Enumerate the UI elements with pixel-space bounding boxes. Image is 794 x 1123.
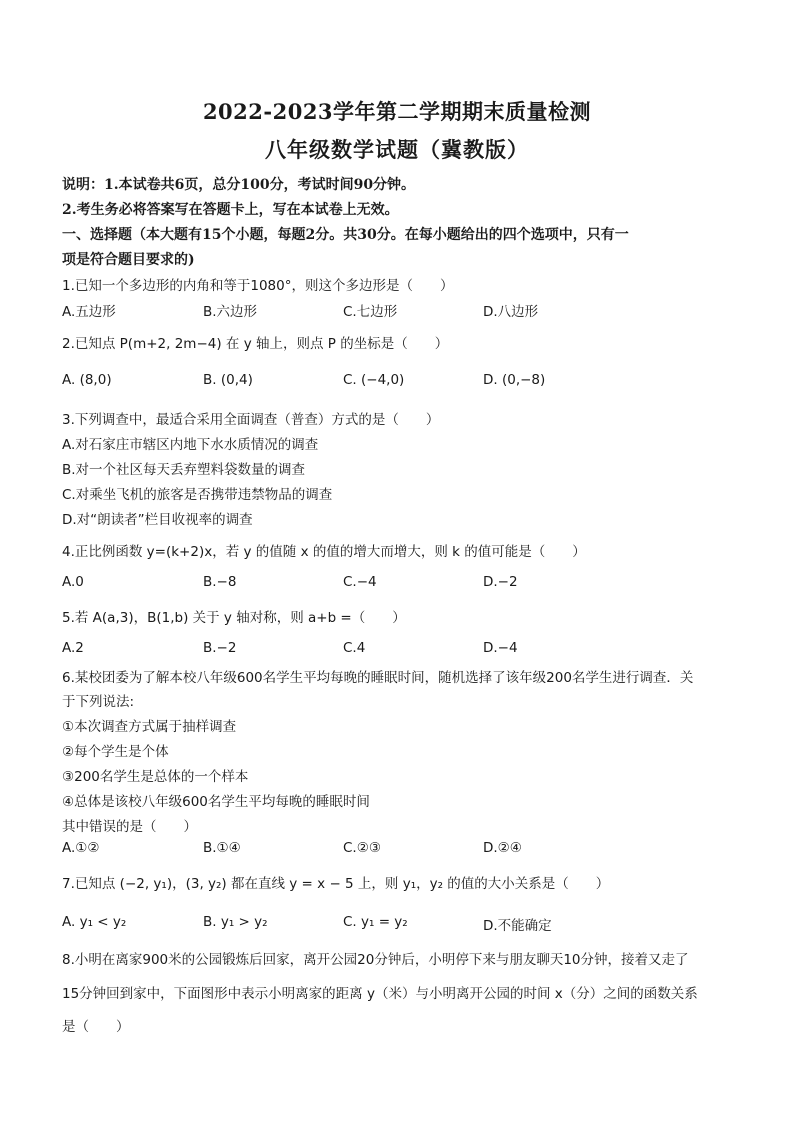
question-8-stem-line-2: 15分钟回到家中，下面图形中表示小明离家的距离 y（米）与小明离开公园的时间 x（分）之间的函数关系 — [62, 986, 698, 1002]
question-6-statement-4: ④总体是该校八年级600名学生平均每晚的睡眠时间 — [62, 794, 370, 810]
question-3-choice-d: D.对“朗读者”栏目收视率的调查 — [62, 512, 253, 528]
question-8-stem-line-1: 8.小明在离家900米的公园锻炼后回家，离开公园20分钟后，小明停下来与朋友聊天10分钟，接着又走了 — [62, 952, 689, 968]
question-6-ask: 其中错误的是（ ） — [62, 819, 197, 835]
question-2-stem: 2.已知点 P(m+2, 2m−4) 在 y 轴上，则点 P 的坐标是（ ） — [62, 336, 449, 352]
option-c: C.七边形 — [343, 304, 398, 320]
option-d: D.−4 — [483, 640, 518, 656]
question-7-stem: 7.已知点 (−2, y₁)，(3, y₂) 都在直线 y = x − 5 上，则 y₁，y₂ 的值的大小关系是（ ） — [62, 876, 610, 892]
option-c: C. y₁ = y₂ — [343, 914, 408, 930]
question-3-choice-a: A.对石家庄市辖区内地下水水质情况的调查 — [62, 437, 319, 453]
option-d: D. (0,−8) — [483, 372, 546, 388]
question-6-stem-line-2: 于下列说法: — [62, 694, 135, 710]
question-3-choice-c: C.对乘坐飞机的旅客是否携带违禁物品的调查 — [62, 487, 333, 503]
option-d: D.八边形 — [483, 304, 539, 320]
option-c: C.4 — [343, 640, 366, 656]
option-a: A.五边形 — [62, 304, 116, 320]
question-6-stem-line-1: 6.某校团委为了解本校八年级600名学生平均每晚的睡眠时间，随机选择了该年级200名学生进行调查．关 — [62, 670, 694, 686]
section-heading-line-2: 项是符合题目要求的) — [62, 252, 195, 268]
question-6-statement-2: ②每个学生是个体 — [62, 744, 169, 760]
option-b: B.−2 — [203, 640, 237, 656]
option-b: B.六边形 — [203, 304, 258, 320]
question-5-stem: 5.若 A(a,3)，B(1,b) 关于 y 轴对称，则 a+b =（ ） — [62, 610, 406, 626]
option-b: B. y₁ > y₂ — [203, 914, 268, 930]
option-a: A.0 — [62, 574, 84, 590]
question-6-statement-3: ③200名学生是总体的一个样本 — [62, 769, 249, 785]
option-d: D.−2 — [483, 574, 518, 590]
option-b: B. (0,4) — [203, 372, 253, 388]
option-d: D.②④ — [483, 840, 522, 856]
page-title: 2022-2023学年第二学期期末质量检测 — [202, 99, 592, 124]
option-c: C.−4 — [343, 574, 377, 590]
option-b: B.−8 — [203, 574, 237, 590]
instruction-line-1: 说明：1.本试卷共6页，总分100分，考试时间90分钟。 — [62, 177, 416, 193]
question-4-stem: 4.正比例函数 y=(k+2)x，若 y 的值随 x 的值的增大而增大，则 k 的值可能是（ ） — [62, 544, 586, 560]
option-a: A. y₁ < y₂ — [62, 914, 127, 930]
question-3-stem: 3.下列调查中，最适合采用全面调查（普查）方式的是（ ） — [62, 412, 440, 428]
option-d: D.不能确定 — [483, 918, 552, 934]
option-a: A.①② — [62, 840, 100, 856]
option-a: A. (8,0) — [62, 372, 112, 388]
option-a: A.2 — [62, 640, 84, 656]
option-c: C.②③ — [343, 840, 381, 856]
question-1-stem: 1.已知一个多边形的内角和等于1080°，则这个多边形是（ ） — [62, 278, 454, 294]
question-3-choice-b: B.对一个社区每天丢弃塑料袋数量的调查 — [62, 462, 306, 478]
question-8-stem-line-3: 是（ ） — [62, 1019, 130, 1035]
page-subtitle: 八年级数学试题（冀教版） — [265, 137, 529, 162]
instruction-line-2: 2.考生务必将答案写在答题卡上，写在本试卷上无效。 — [62, 202, 399, 218]
option-b: B.①④ — [203, 840, 241, 856]
option-c: C. (−4,0) — [343, 372, 405, 388]
section-heading-line-1: 一、选择题（本大题有15个小题，每题2分。共30分。在每小题给出的四个选项中，只有一 — [62, 227, 629, 243]
question-6-statement-1: ①本次调查方式属于抽样调查 — [62, 719, 237, 735]
